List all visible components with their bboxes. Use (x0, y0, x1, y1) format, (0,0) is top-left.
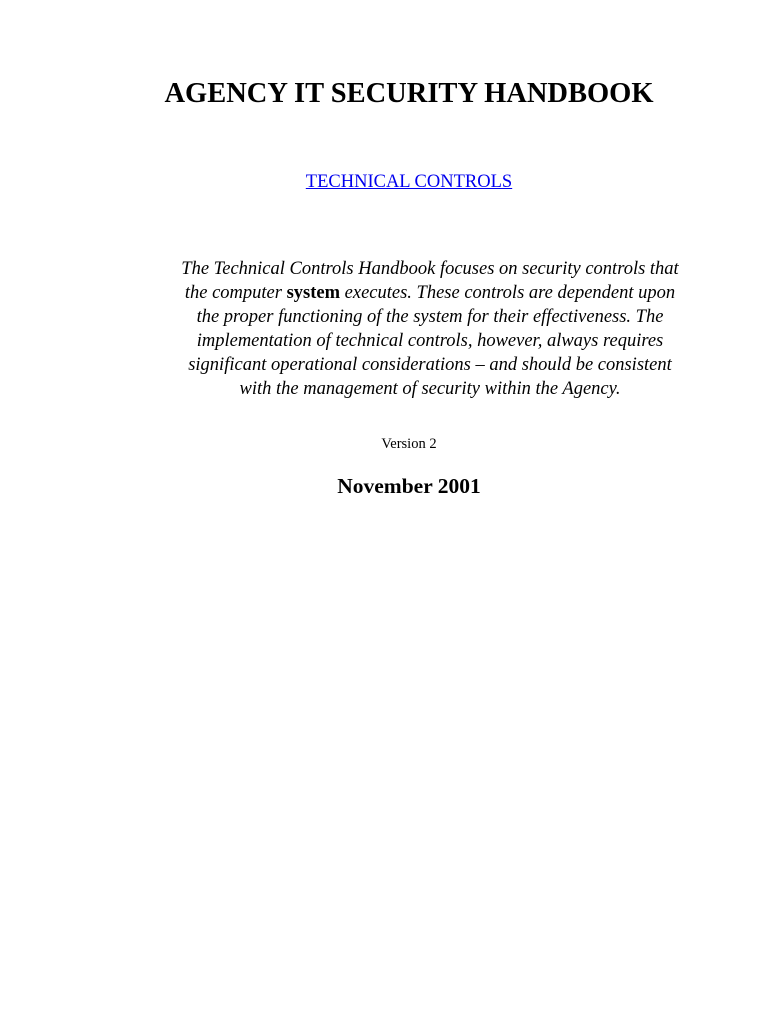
abstract-line: The Technical Controls Handbook focuses on security controls that (181, 259, 679, 279)
document-title: AGENCY IT SECURITY HANDBOOK (164, 78, 654, 109)
abstract-line: with the management of security within the Agency. (239, 379, 621, 399)
document-date: November 2001 (337, 474, 481, 498)
technical-controls-link[interactable]: TECHNICAL CONTROLS (305, 172, 513, 192)
abstract-line: the proper functioning of the system for their effectiveness. The (196, 307, 664, 327)
abstract-text: executes. These controls are dependent upon (340, 283, 676, 303)
abstract-line (150, 281, 710, 305)
abstract-line: implementation of technical controls, however, always requires (196, 331, 664, 351)
document-subtitle (0, 170, 768, 194)
document-abstract (150, 257, 710, 401)
abstract-emphasis: system (286, 283, 341, 303)
abstract-text: the computer (184, 283, 287, 303)
abstract-line: significant operational considerations – and should be consistent (188, 355, 672, 375)
document-version: Version 2 (381, 436, 437, 452)
